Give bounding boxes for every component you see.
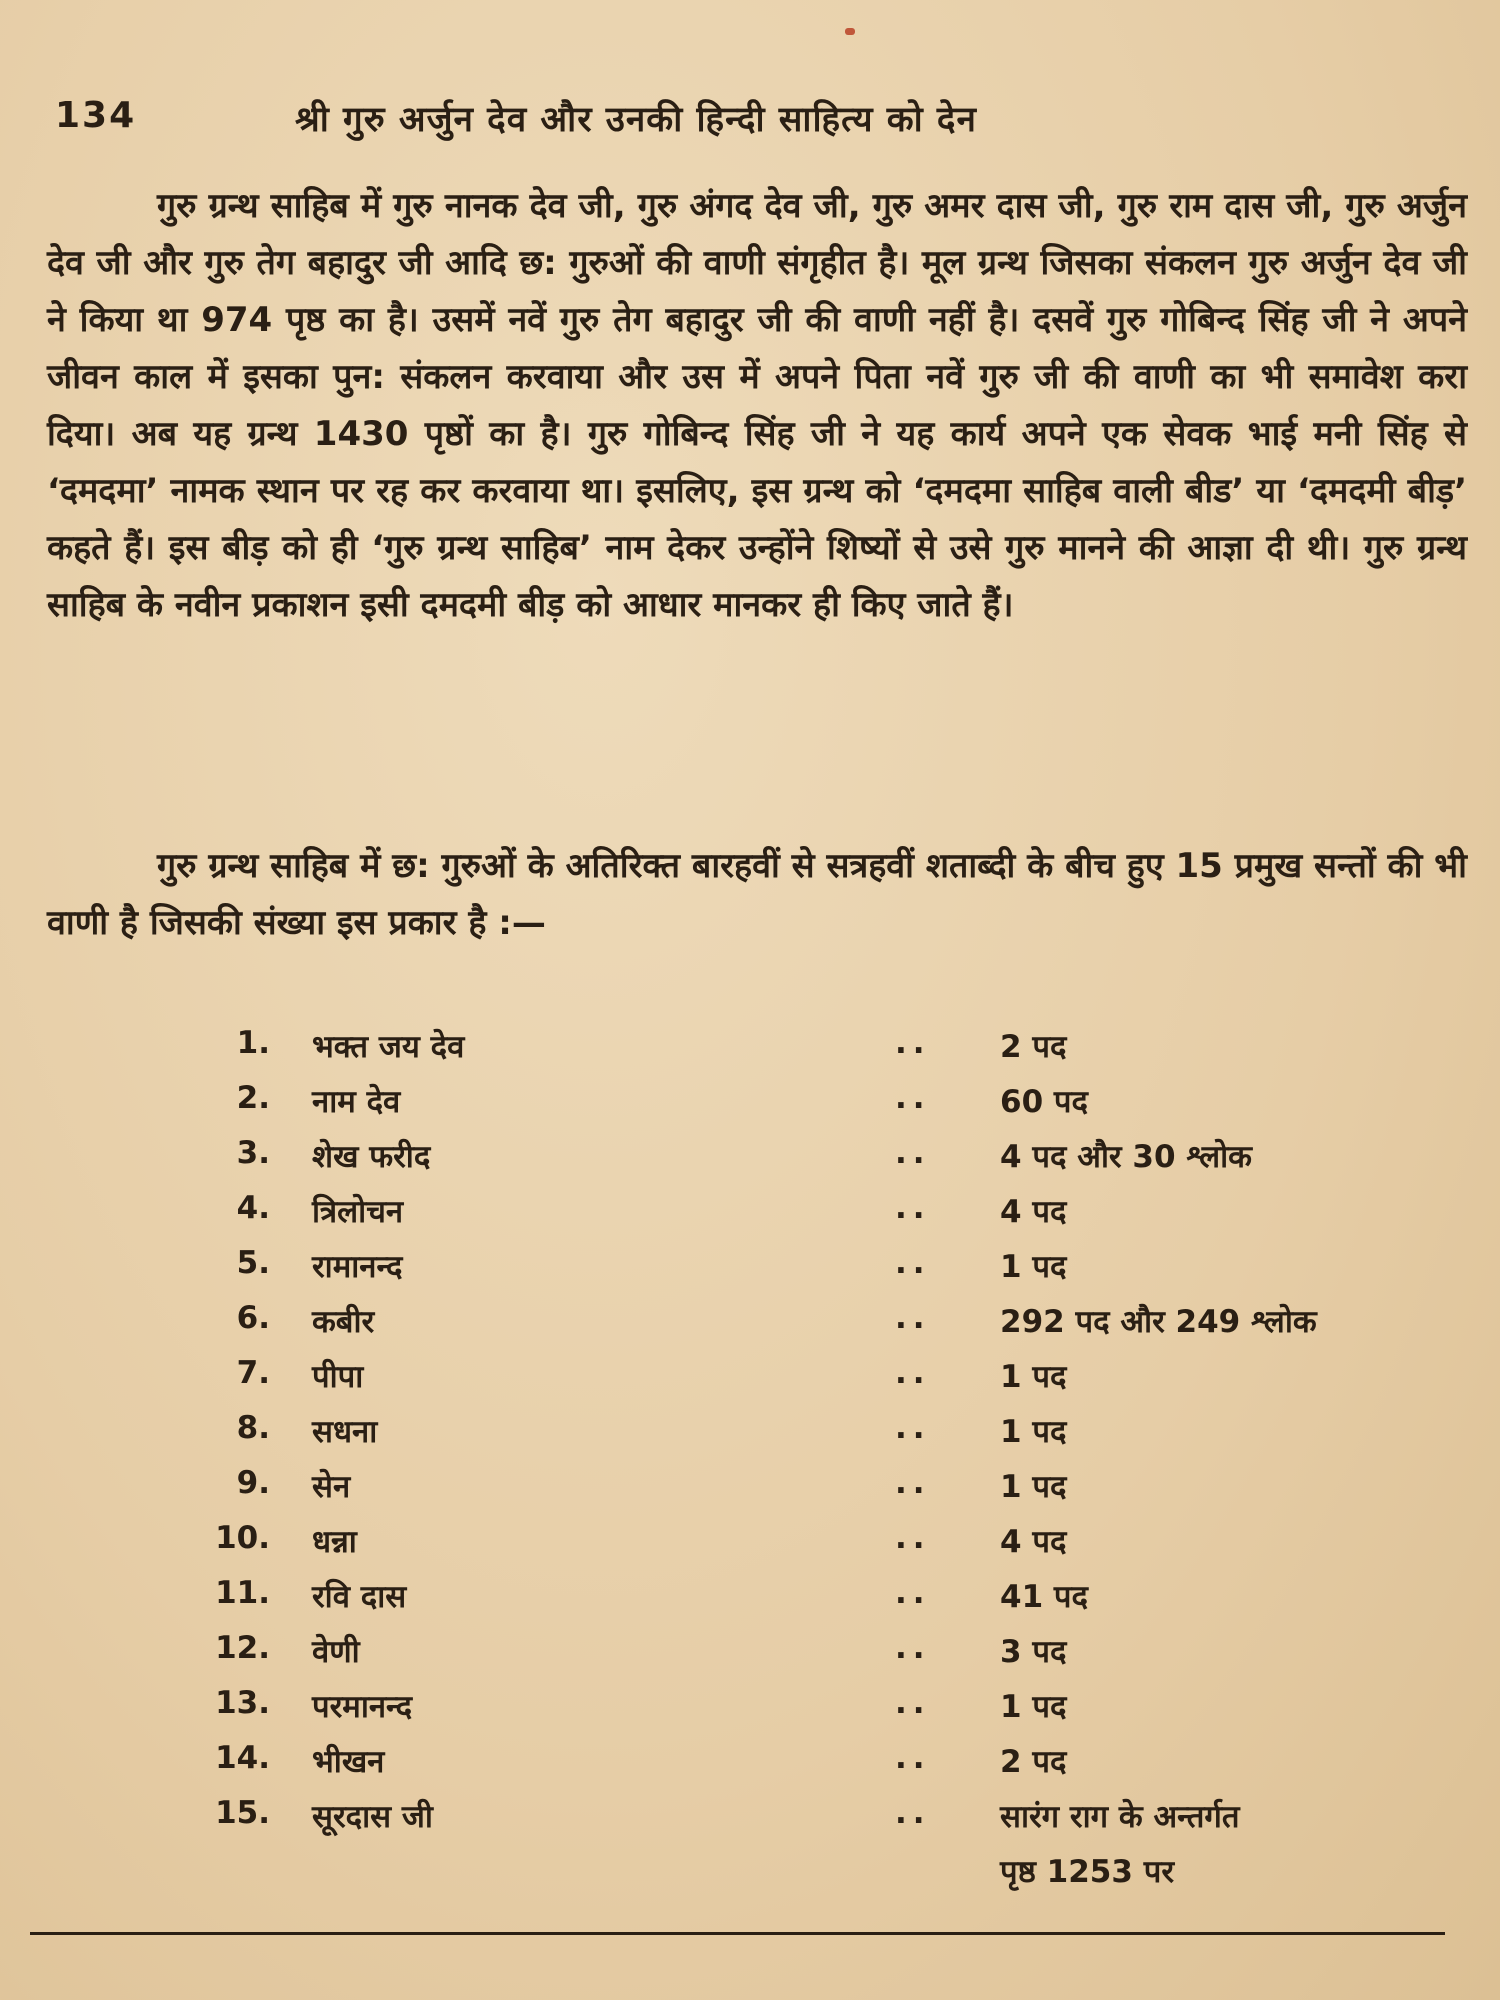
saint-name: भीखन bbox=[312, 1744, 385, 1780]
item-number: 14. bbox=[215, 1740, 270, 1776]
list-item bbox=[0, 1135, 1500, 1190]
item-number: 5. bbox=[236, 1245, 270, 1281]
leader-dots: .. bbox=[895, 1465, 931, 1501]
saint-name: पीपा bbox=[312, 1359, 364, 1395]
running-title: श्री गुरु अर्जुन देव और उनकी हिन्दी साहित्य को देन bbox=[295, 100, 977, 140]
saint-name: परमानन्द bbox=[312, 1689, 413, 1725]
list-item bbox=[0, 1575, 1500, 1630]
item-number: 6. bbox=[236, 1300, 270, 1336]
verse-count: सारंग राग के अन्तर्गत bbox=[1000, 1799, 1240, 1835]
footer-rule bbox=[30, 1932, 1445, 1935]
item-number: 2. bbox=[236, 1080, 270, 1116]
verse-count: 1 पद bbox=[1000, 1469, 1067, 1505]
verse-count: 4 पद और 30 श्लोक bbox=[1000, 1139, 1252, 1175]
verse-count: 3 पद bbox=[1000, 1634, 1067, 1670]
leader-dots: .. bbox=[895, 1795, 931, 1831]
list-item bbox=[0, 1355, 1500, 1410]
item-number: 8. bbox=[236, 1410, 270, 1446]
list-item bbox=[0, 1080, 1500, 1135]
verse-count: 2 पद bbox=[1000, 1744, 1067, 1780]
leader-dots: .. bbox=[895, 1245, 931, 1281]
item-number: 9. bbox=[236, 1465, 270, 1501]
leader-dots: .. bbox=[895, 1190, 931, 1226]
saint-name: कबीर bbox=[312, 1304, 375, 1340]
saint-name: धन्ना bbox=[312, 1524, 357, 1560]
list-item bbox=[0, 1740, 1500, 1795]
list-item bbox=[0, 1245, 1500, 1300]
item-number: 12. bbox=[215, 1630, 270, 1666]
list-item bbox=[0, 1465, 1500, 1520]
saint-name: सधना bbox=[312, 1414, 378, 1450]
list-item bbox=[0, 1300, 1500, 1355]
paragraph-saints-intro: गुरु ग्रन्थ साहिब में छ: गुरुओं के अतिरिक्त बारहवीं से सत्रहवीं शताब्दी के बीच हुए 15 प्रमुख सन्तों की भी वाणी है जिसकी संख्या इस प्रकार है :— bbox=[47, 846, 1467, 943]
verse-count: 292 पद और 249 श्लोक bbox=[1000, 1304, 1317, 1340]
list-item bbox=[0, 1025, 1500, 1080]
item-number: 13. bbox=[215, 1685, 270, 1721]
verse-count: 1 पद bbox=[1000, 1359, 1067, 1395]
list-item bbox=[0, 1685, 1500, 1740]
saint-name: भक्त जय देव bbox=[312, 1029, 465, 1065]
item-number: 11. bbox=[215, 1575, 270, 1611]
verse-count: 1 पद bbox=[1000, 1414, 1067, 1450]
list-item bbox=[0, 1795, 1500, 1850]
saint-name: नाम देव bbox=[312, 1084, 401, 1120]
leader-dots: .. bbox=[895, 1135, 931, 1171]
leader-dots: .. bbox=[895, 1685, 931, 1721]
leader-dots: .. bbox=[895, 1025, 931, 1061]
list-item-continuation bbox=[0, 1850, 1500, 1905]
leader-dots: .. bbox=[895, 1355, 931, 1391]
item-number: 15. bbox=[215, 1795, 270, 1831]
verse-count: 1 पद bbox=[1000, 1689, 1067, 1725]
ink-speck bbox=[845, 28, 855, 35]
leader-dots: .. bbox=[895, 1410, 931, 1446]
item-number: 7. bbox=[236, 1355, 270, 1391]
leader-dots: .. bbox=[895, 1300, 931, 1336]
leader-dots: .. bbox=[895, 1630, 931, 1666]
item-number: 4. bbox=[236, 1190, 270, 1226]
leader-dots: .. bbox=[895, 1520, 931, 1556]
verse-count: 2 पद bbox=[1000, 1029, 1067, 1065]
saint-name: रामानन्द bbox=[312, 1249, 403, 1285]
list-item bbox=[0, 1190, 1500, 1245]
list-item bbox=[0, 1630, 1500, 1685]
leader-dots: .. bbox=[895, 1575, 931, 1611]
list-item bbox=[0, 1410, 1500, 1465]
verse-count: 41 पद bbox=[1000, 1579, 1089, 1615]
leader-dots: .. bbox=[895, 1740, 931, 1776]
paragraph-intro: गुरु ग्रन्थ साहिब में गुरु नानक देव जी, गुरु अंगद देव जी, गुरु अमर दास जी, गुरु राम दास जी, गुरु अर्जुन देव जी और गुरु तेग बहादुर जी आदि छ: गुरुओं की वाणी संगृहीत है। मूल ग्रन्थ जिसका संकलन गुरु अर्जुन देव जी ने किया था 974 पृष्ठ का है। उसमें नवें गुरु तेग बहादुर जी की वाणी नहीं है। दसवें गुरु गोबिन्द सिंह जी ने अपने जीवन काल में इसका पुन: संकलन करवाया और उस में अपने पिता नवें गुरु जी की वाणी का भी समावेश करा दिया। अब यह ग्रन्थ 1430 पृष्ठों का है। गुरु गोबिन्द सिंह जी ने यह कार्य अपने एक सेवक भाई मनी सिंह से ‘दमदमा’ नामक स्थान पर रह कर करवाया था। इसलिए, इस ग्रन्थ को ‘दमदमा साहिब वाली बीड’ या ‘दमदमी बीड़’ कहते हैं। इस बीड़ को ही ‘गुरु ग्रन्थ साहिब’ नाम देकर उन्होंने शिष्यों से उसे गुरु मानने की आज्ञा दी थी। गुरु ग्रन्थ साहिब के नवीन प्रकाशन इसी दमदमी बीड़ को आधार मानकर ही किए जाते हैं। bbox=[47, 186, 1467, 625]
item-number: 3. bbox=[236, 1135, 270, 1171]
saint-name: सूरदास जी bbox=[312, 1799, 433, 1835]
verse-count: 60 पद bbox=[1000, 1084, 1089, 1120]
saint-name: त्रिलोचन bbox=[312, 1194, 404, 1230]
list-item bbox=[0, 1520, 1500, 1575]
saint-name: वेणी bbox=[312, 1634, 360, 1670]
page-reference: पृष्ठ 1253 पर bbox=[1000, 1854, 1175, 1890]
saint-name: सेन bbox=[312, 1469, 351, 1505]
page-number: 134 bbox=[55, 95, 137, 136]
verse-count: 1 पद bbox=[1000, 1249, 1067, 1285]
verse-count: 4 पद bbox=[1000, 1524, 1067, 1560]
saint-name: रवि दास bbox=[312, 1579, 407, 1615]
page-header bbox=[55, 95, 1420, 145]
item-number: 1. bbox=[236, 1025, 270, 1061]
verse-count: 4 पद bbox=[1000, 1194, 1067, 1230]
item-number: 10. bbox=[215, 1520, 270, 1556]
leader-dots: .. bbox=[895, 1080, 931, 1116]
saint-name: शेख फरीद bbox=[312, 1139, 431, 1175]
